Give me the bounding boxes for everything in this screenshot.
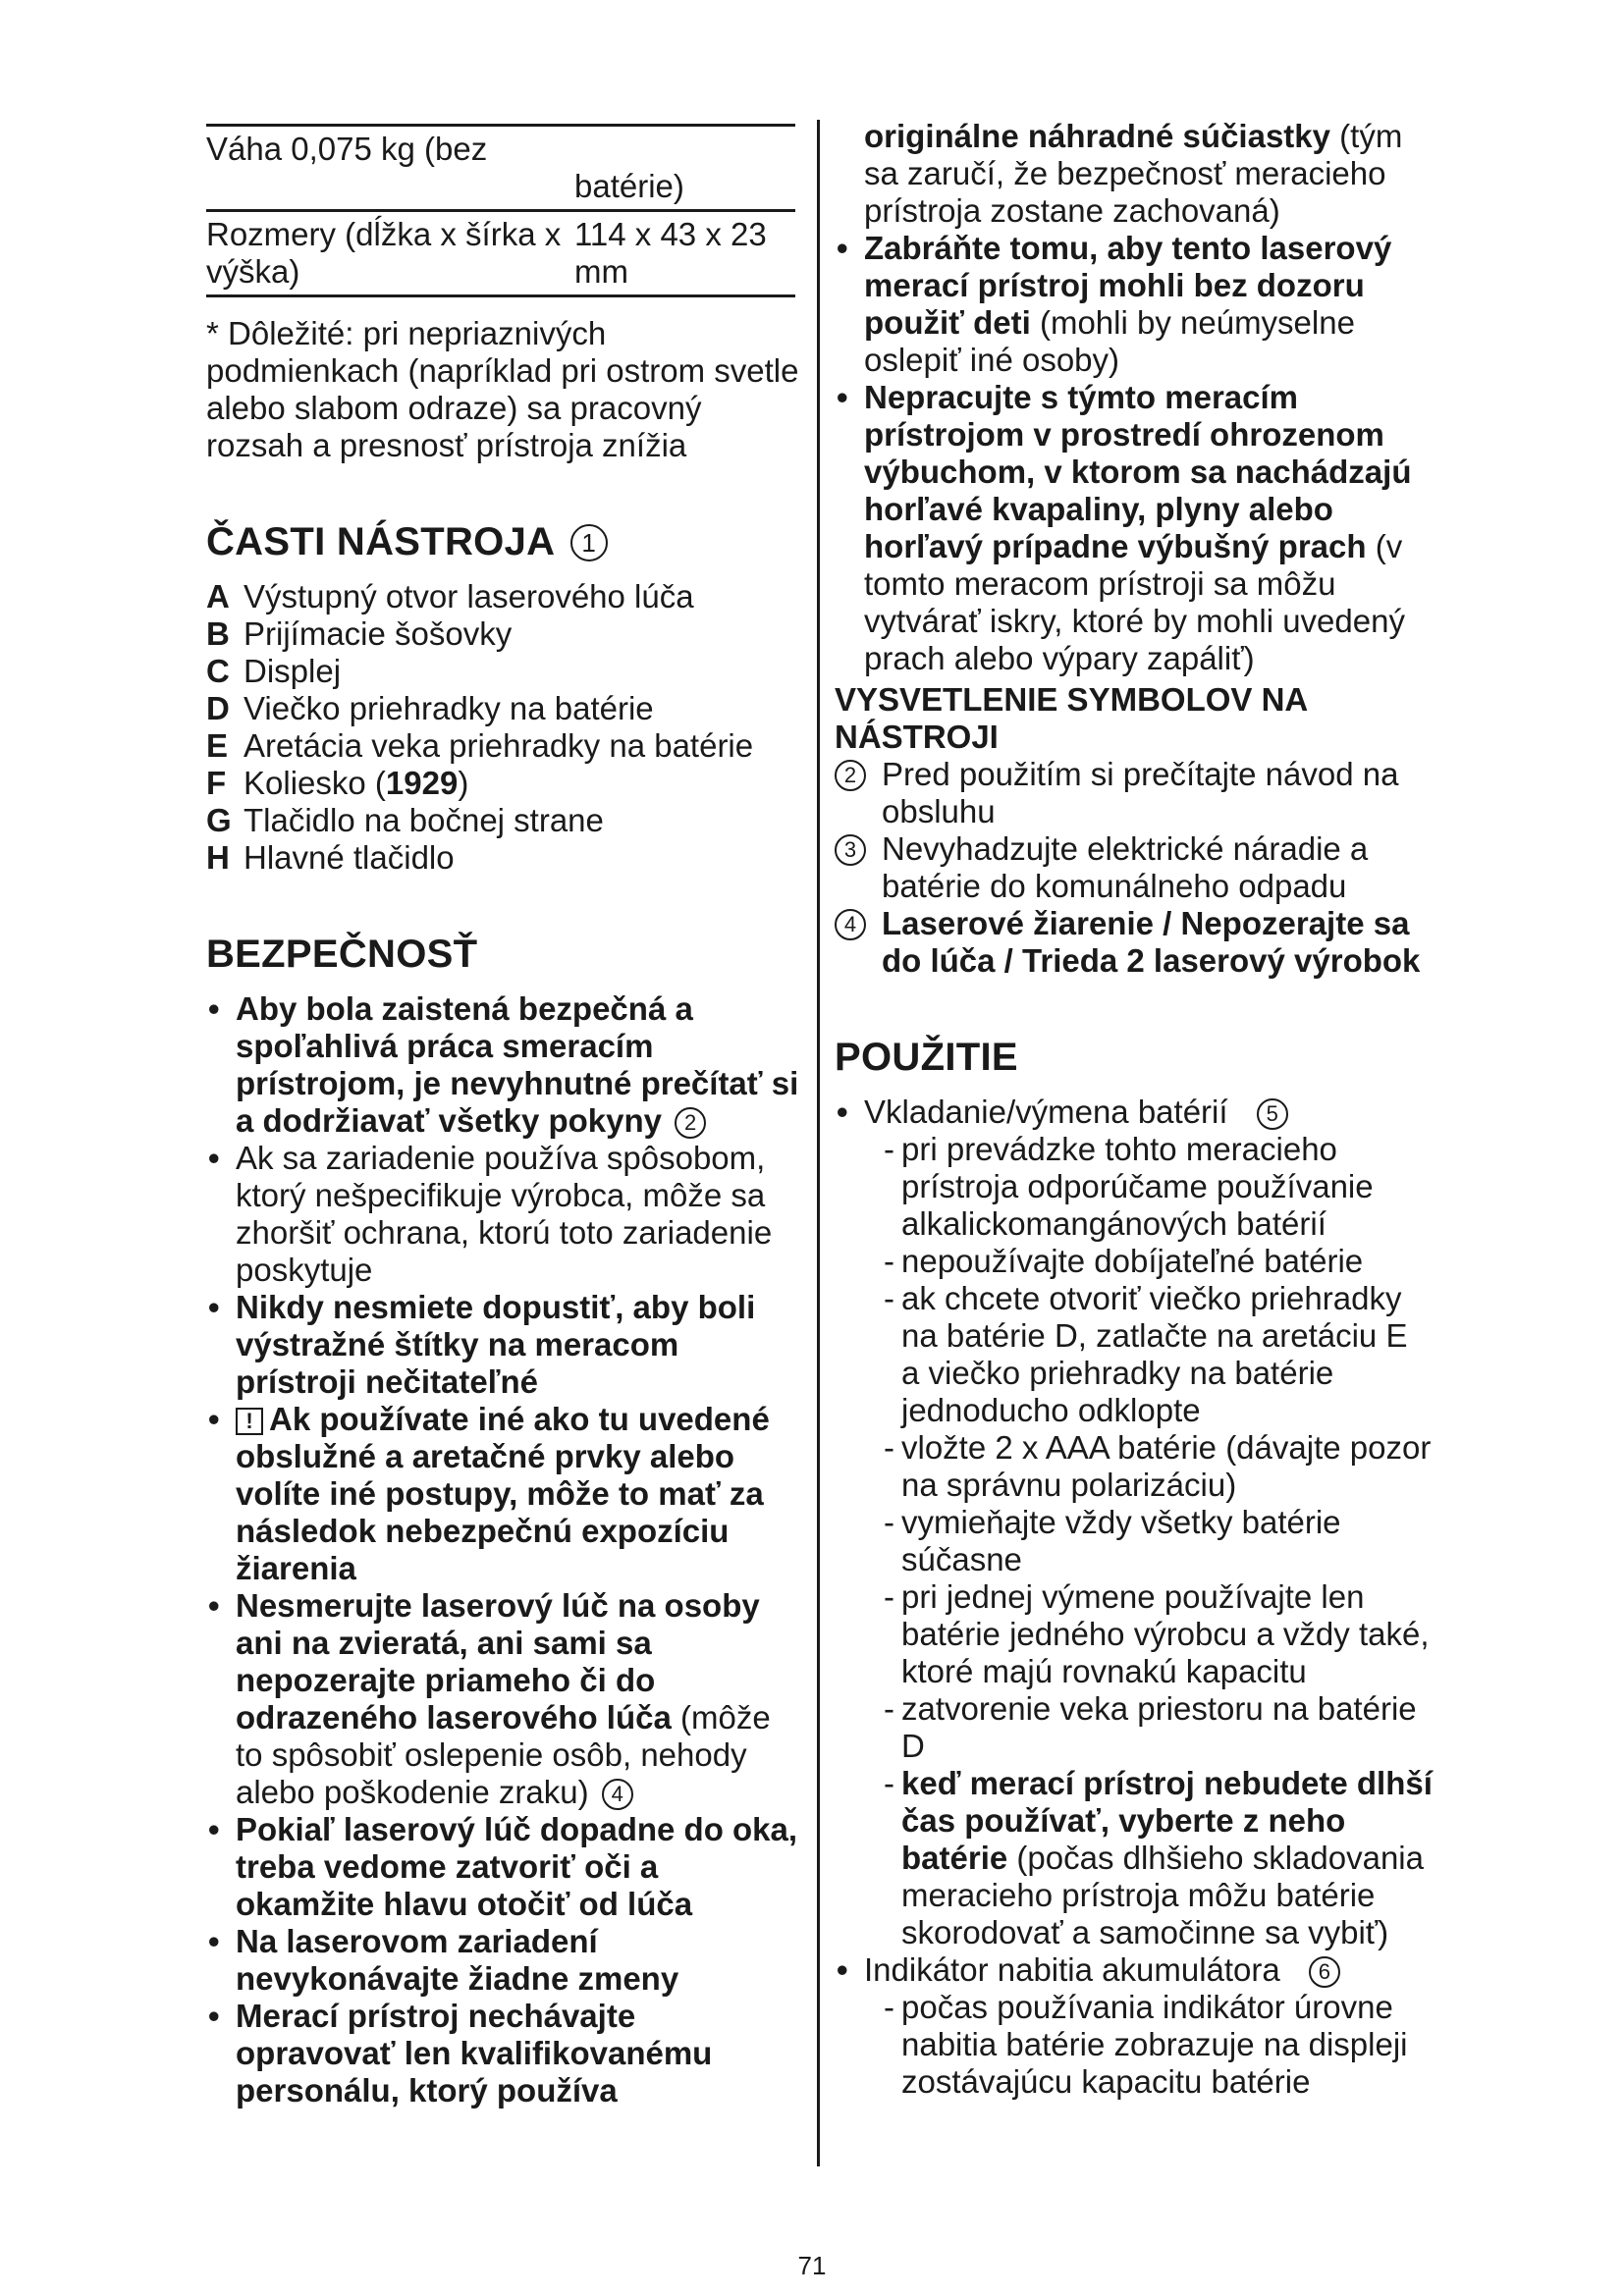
left-column [206,118,800,2109]
spec-table [206,124,795,297]
safety-item: • Pokiaľ laserový lúč dopadne do oka, treba vedome zatvoriť oči a okamžite hlavu otočiť od lúča [206,1811,800,1923]
accuracy-note: * Dôležité: pri nepriaznivých podmienkach (napríklad pri ostrom svetle alebo slabom odraze) sa pracovný rozsah a presnosť prístroja znížia [206,315,799,463]
usage-subitem: - pri prevádzke tohto meracieho prístroja odporúčame používanie alkalickomangánových batérií [884,1131,1374,1242]
safety-continuation: originálne náhradné súčiastky (tým sa zaručí, že bezpečnosť meracieho prístroja zostane zachovaná) [864,118,1403,229]
parts-item: G Tlačidlo na bočnej strane [206,802,604,838]
safety-item: • Merací prístroj nechávajte opravovať len kvalifikovanému personálu, ktorý používa [206,1998,800,2109]
symbol-item: 4 Laserové žiarenie / Nepozerajte sa do lúča / Trieda 2 laserový výrobok [835,905,1434,980]
safety-item: • Aby bola zaistená bezpečná a spoľahlivá práca smeracím prístrojom, je nevyhnutné prečítať si a dodržiavať všetky pokyny 2 [206,990,800,1140]
safety-item: • Nepracujte s týmto meracím prístrojom v prostredí ohrozenom výbuchom, v ktorom sa nachádzajú horľavé kvapaliny, plyny alebo horľavý prípadne výbušný prach (v tomto meracom prístroji sa môžu vytvárať iskry, ktoré by mohli uvedený prach alebo výpary zapáliť) [835,379,1434,677]
parts-item: D Viečko priehradky na batérie [206,690,654,726]
usage-item: • Indikátor nabitia akumulátora 6 [835,1951,1434,1989]
safety-item: • Na laserovom zariadení nevykonávajte žiadne zmeny [206,1923,800,1998]
safety-item: • Nikdy nesmiete dopustiť, aby boli výstražné štítky na meracom prístroji nečitateľné [206,1289,800,1401]
usage-list [835,1094,1434,1131]
spec-value: 114 x 43 x 23 mm [565,211,795,296]
page-number: 71 [797,2251,827,2280]
reference-circle: 2 [675,1107,706,1139]
usage-subitem: - zatvorenie veka priestoru na batérie D [884,1690,1417,1764]
safety-item: • Nesmerujte laserový lúč na osoby ani na zvieratá, ani sami sa nepozerajte priameho či do odrazeného laserového lúča (môže to spôsobiť oslepenie osôb, nehody alebo poškodenie zraku) 4 [206,1587,800,1811]
usage-list [835,1951,1434,1989]
safety-item: • ! Ak používate iné ako tu uvedené obslužné a aretačné prvky alebo volíte iné postupy, môže to mať za následok nebezpečnú expozíciu žiarenia [206,1401,800,1587]
column-divider [817,120,820,2166]
parts-list [206,578,800,877]
parts-item: C Displej [206,653,342,689]
usage-subitem: - počas používania indikátor úrovne nabitia batérie zobrazuje na displeji zostávajúcu kapacitu batérie [884,1989,1408,2100]
usage-subitem: - vložte 2 x AAA batérie (dávajte pozor na správnu polarizáciu) [884,1429,1432,1503]
laser-warning-icon: ! [236,1408,263,1435]
symbols-heading: VYSVETLENIE SYMBOLOV NA NÁSTROJI [835,681,1308,755]
safety-item: • Zabráňte tomu, aby tento laserový merací prístroj mohli bez dozoru použiť deti (mohli by neúmyselne oslepiť iné osoby) [835,230,1434,379]
reference-circle: 4 [602,1779,633,1810]
usage-item: • Vkladanie/výmena batérií 5 [835,1094,1434,1131]
parts-item: H Hlavné tlačidlo [206,839,455,876]
reference-circle: 3 [835,834,866,866]
parts-heading: ČASTI NÁSTROJA 1 [206,519,800,564]
reference-circle: 2 [835,760,866,791]
symbol-item: 2 Pred použitím si prečítajte návod na obsluhu [835,756,1434,830]
usage-subitem: - vymieňajte vždy všetky batérie súčasne [884,1504,1341,1577]
safety-list-continued [835,230,1434,677]
usage-heading: POUŽITIE [835,1036,1018,1079]
spec-row [206,126,795,211]
right-column [835,118,1434,2101]
reference-circle: 4 [835,909,866,940]
usage-subitem: - keď merací prístroj nebudete dlhší čas používať, vyberte z neho batérie (počas dlhšieho skladovania meracieho prístroja môžu batérie skorodovať a samočinne sa vybiť) [884,1765,1433,1950]
safety-item: • Ak sa zariadenie používa spôsobom, ktorý nešpecifikuje výrobca, môže sa zhoršiť ochrana, ktorú toto zariadenie poskytuje [206,1140,800,1289]
usage-subitem: - nepoužívajte dobíjateľné batérie [884,1243,1364,1279]
reference-circle: 5 [1257,1098,1288,1130]
symbol-item: 3 Nevyhadzujte elektrické náradie a batérie do komunálneho odpadu [835,830,1434,905]
usage-subitem: - ak chcete otvoriť viečko priehradky na batérie D, zatlačte na aretáciu E a viečko priehradky na batérie jednoducho odklopte [884,1280,1408,1428]
reference-circle: 6 [1309,1956,1340,1988]
spec-value: batérie) [565,126,795,211]
spec-label: Rozmery (dĺžka x šírka x výška) [206,211,565,296]
parts-item: B Prijímacie šošovky [206,615,513,652]
spec-label: Váha 0,075 kg (bez [206,126,565,211]
parts-item: F Koliesko (1929) [206,765,469,801]
spec-row [206,211,795,296]
parts-item: E Aretácia veka priehradky na batérie [206,727,754,764]
parts-item: A Výstupný otvor laserového lúča [206,578,694,614]
safety-heading: BEZPEČNOSŤ [206,933,478,976]
safety-list [206,990,800,2109]
usage-subitem: - pri jednej výmene používajte len batérie jedného výrobcu a vždy také, ktoré majú rovnakú kapacitu [884,1578,1430,1689]
reference-circle: 1 [570,524,608,561]
